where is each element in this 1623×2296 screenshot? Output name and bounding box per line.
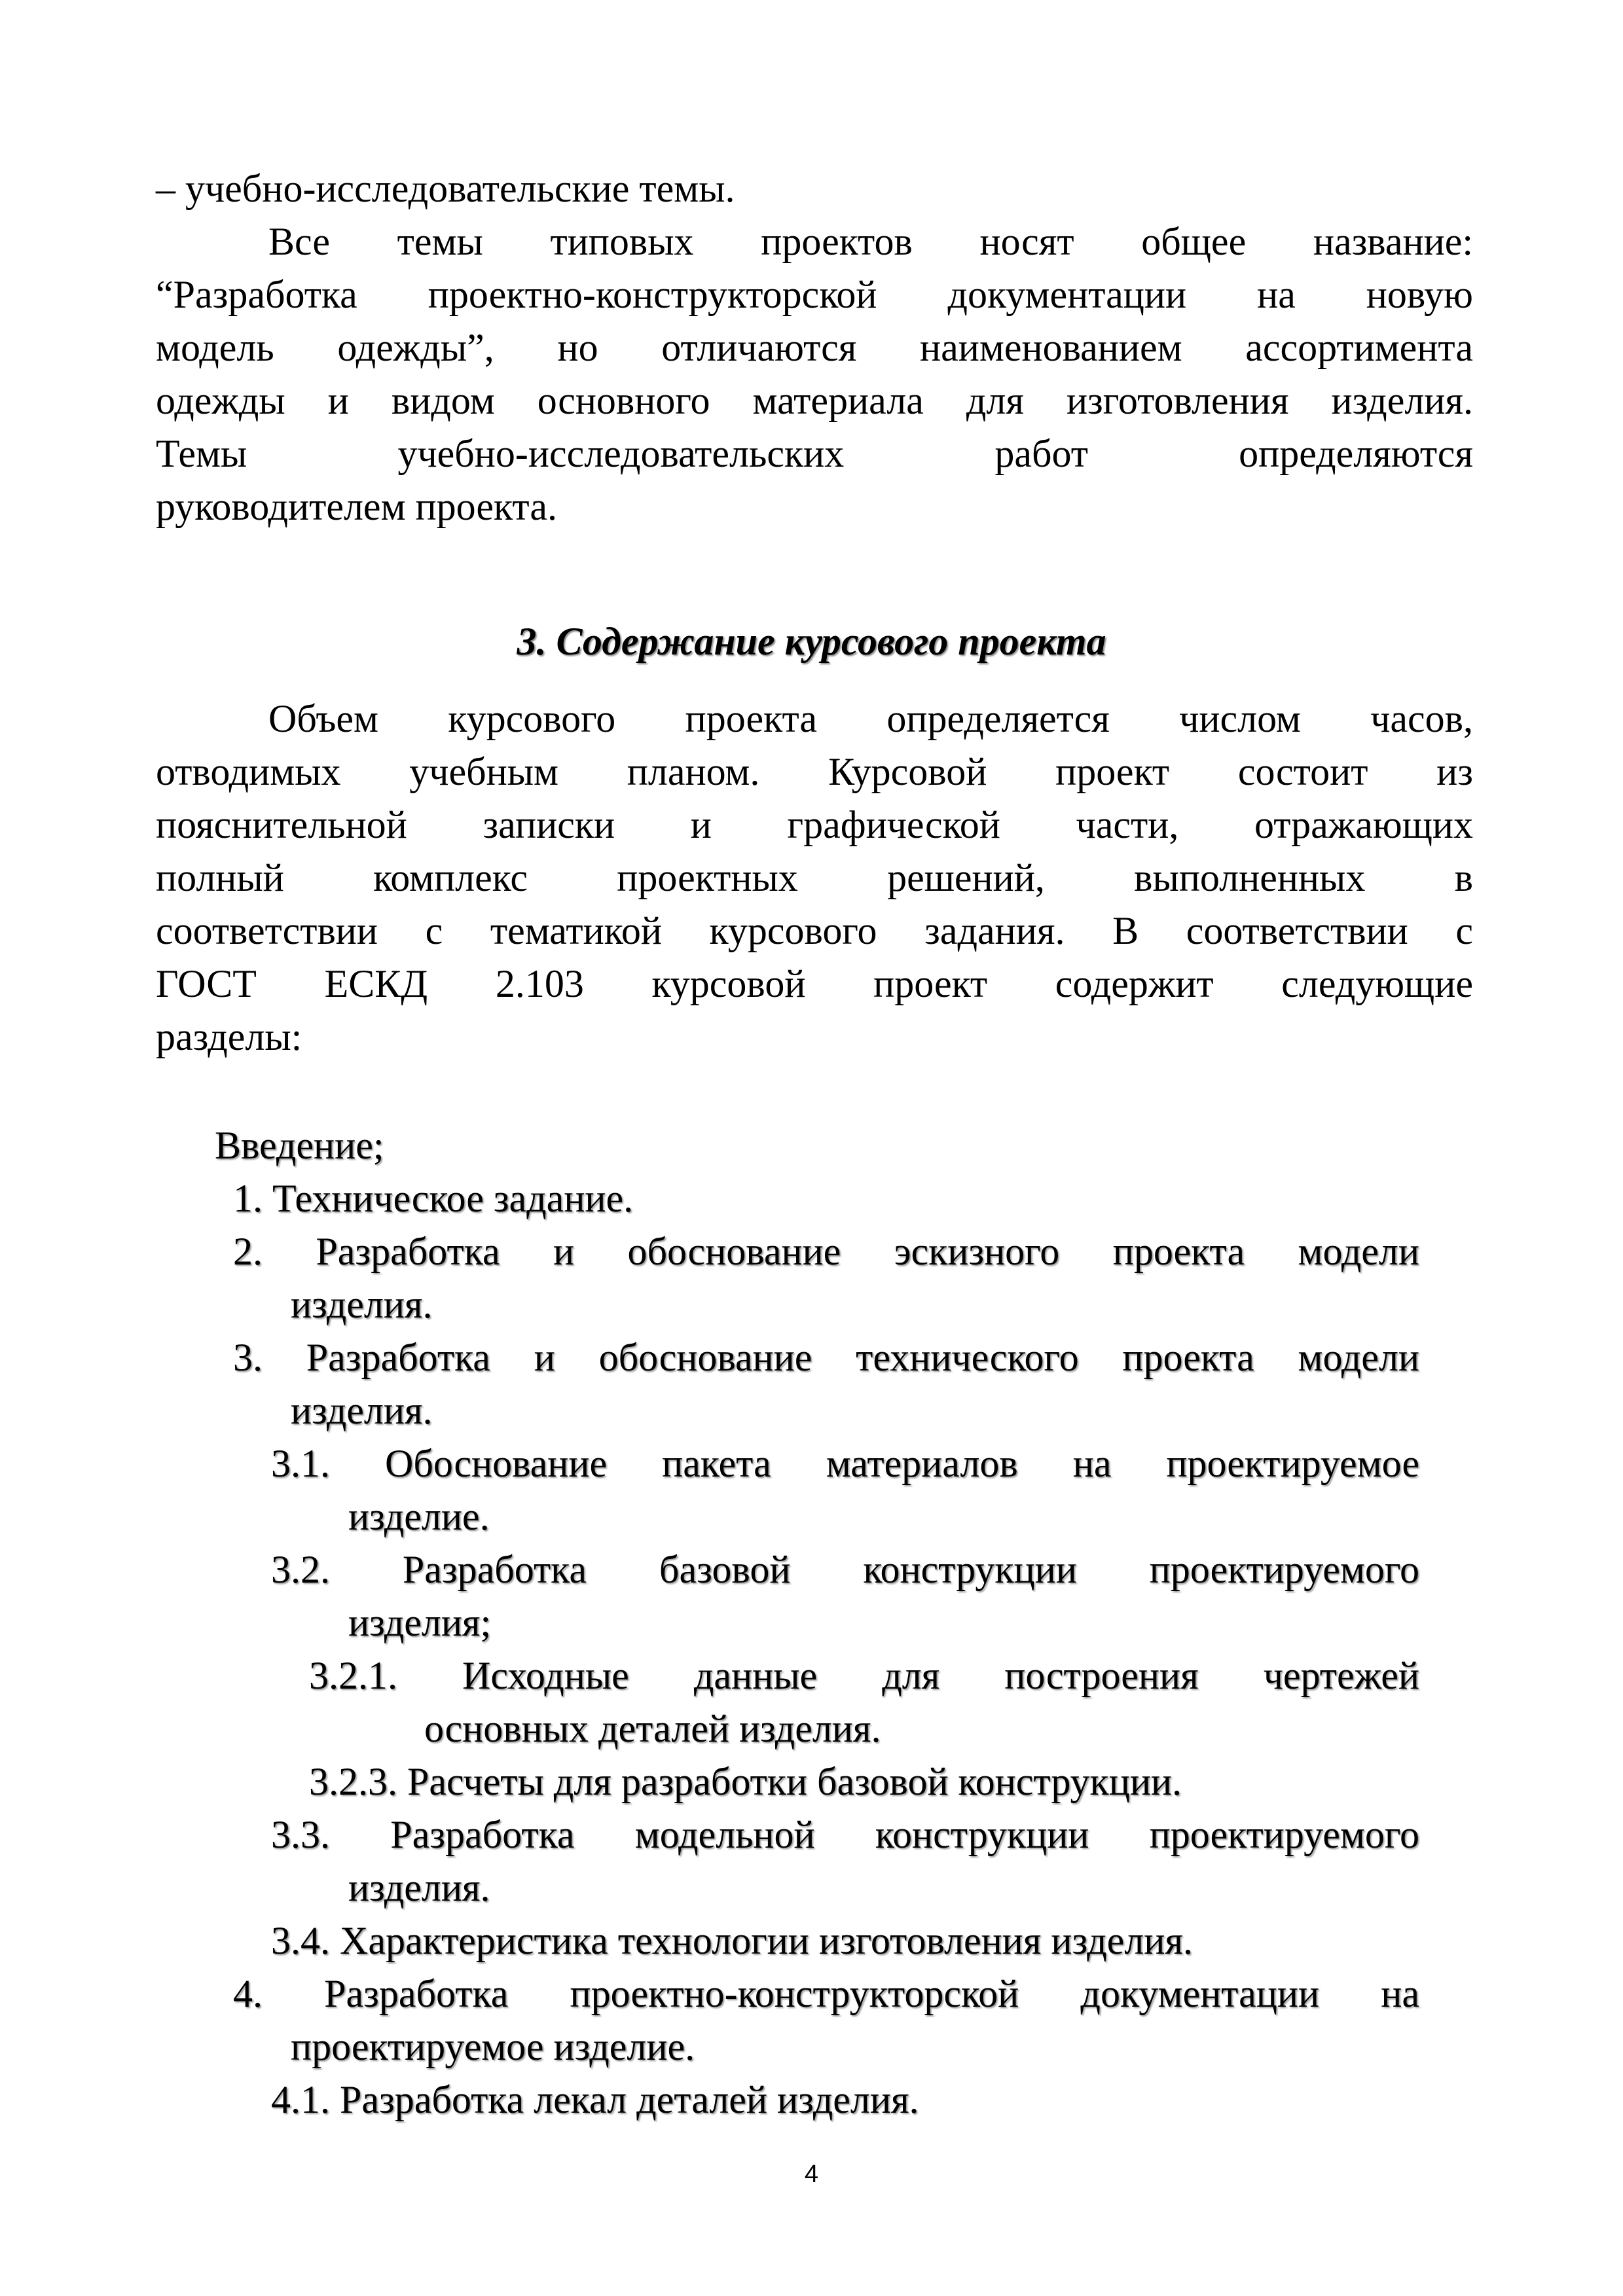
toc-item-3-2-1 — [309, 1649, 1419, 1702]
intro-para-line: руководителем проекта. — [156, 485, 557, 528]
toc-item-4 — [233, 1967, 1419, 2020]
intro-para-line: модель одежды”, но отличаются наименованием ассортимента — [156, 326, 1473, 369]
section-para-line: соответствии с тематикой курсового задания. В соответствии с — [156, 909, 1473, 952]
page-number: 4 — [804, 2161, 819, 2188]
toc-item-3-line: 3. Разработка и обоснование технического проекта модели — [233, 1336, 1419, 1379]
toc-item-3-2 — [271, 1543, 1419, 1596]
toc-item-3-1-line: 3.1. Обоснование пакета материалов на проектируемое — [271, 1442, 1419, 1485]
toc-item-3-2-cont: изделия; — [348, 1601, 492, 1644]
intro-dash-line: – учебно-исследовательские темы. — [156, 167, 735, 210]
toc-item-3-2-3: 3.2.3. Расчеты для разработки базовой конструкции. — [309, 1760, 1182, 1803]
toc-item-4-line: 4. Разработка проектно-конструкторской документации на — [233, 1972, 1419, 2015]
section-para-line: полный комплекс проектных решений, выполненных в — [156, 856, 1473, 899]
toc-item-1: 1. Техническое задание. — [233, 1177, 634, 1220]
section-para-line: Объем курсового проекта определяется числом часов, — [268, 697, 1473, 740]
toc-item-3-3 — [271, 1808, 1419, 1861]
intro-para-line: “Разработка проектно-конструкторской документации на новую — [156, 273, 1473, 316]
toc-item-3-2-1-line: 3.2.1. Исходные данные для построения чертежей — [309, 1654, 1419, 1697]
toc-item-3-2-line: 3.2. Разработка базовой конструкции проектируемого — [271, 1548, 1419, 1591]
toc-intro: Введение; — [215, 1124, 384, 1167]
toc-item-3-4: 3.4. Характеристика технологии изготовления изделия. — [271, 1919, 1193, 1962]
toc-item-3-cont: изделия. — [291, 1389, 433, 1432]
toc-item-3-3-line: 3.3. Разработка модельной конструкции проектируемого — [271, 1813, 1419, 1856]
toc-item-3-1 — [271, 1437, 1419, 1490]
toc-item-3-1-cont: изделие. — [348, 1495, 490, 1538]
toc-item-2-cont: изделия. — [291, 1283, 433, 1326]
intro-para-line: Все темы типовых проектов носят общее название: — [268, 220, 1473, 263]
section-heading: 3. Содержание курсового проекта — [517, 620, 1106, 663]
toc-item-2 — [233, 1225, 1419, 1278]
toc-item-4-cont: проектируемое изделие. — [291, 2025, 695, 2068]
section-para-line: пояснительной записки и графической части, отражающих — [156, 803, 1473, 846]
toc-item-2-line: 2. Разработка и обоснование эскизного проекта модели — [233, 1230, 1419, 1273]
toc-item-3 — [233, 1331, 1419, 1384]
intro-para-line: одежды и видом основного материала для изготовления изделия. — [156, 379, 1473, 422]
toc-item-3-3-cont: изделия. — [348, 1866, 490, 1909]
section-para-line: отводимых учебным планом. Курсовой проект состоит из — [156, 750, 1473, 793]
toc-item-3-2-1-cont: основных деталей изделия. — [424, 1707, 881, 1750]
section-para-line: разделы: — [156, 1015, 302, 1058]
toc-item-4-1: 4.1. Разработка лекал деталей изделия. — [271, 2078, 919, 2121]
intro-para-line: Темы учебно-исследовательских работ определяются — [156, 432, 1473, 475]
section-para-line: ГОСТ ЕСКД 2.103 курсовой проект содержит следующие — [156, 962, 1473, 1005]
